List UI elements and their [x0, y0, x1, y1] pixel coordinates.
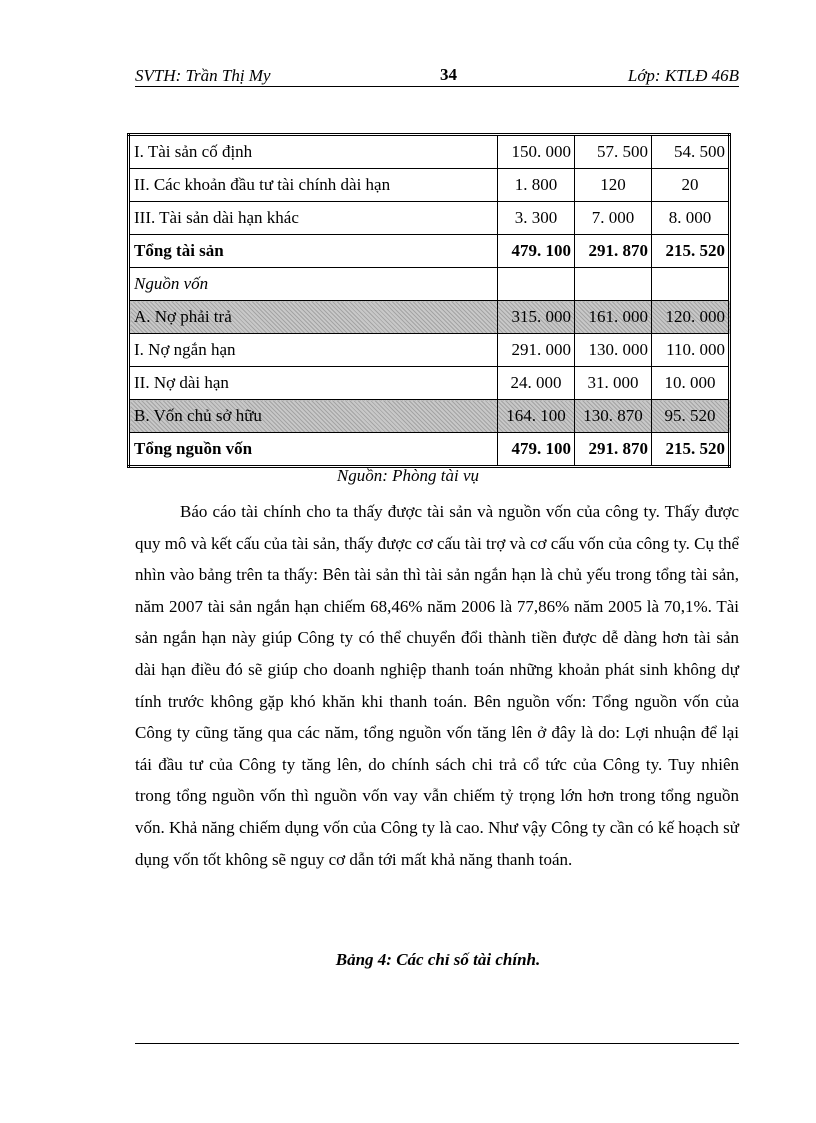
row-value-1: 479. 100: [498, 235, 575, 268]
row-value-2: 130. 000: [575, 334, 652, 367]
row-label: Tổng nguồn vốn: [129, 433, 498, 467]
row-value-2: 31. 000: [575, 367, 652, 400]
row-value-1: 150. 000: [498, 135, 575, 169]
row-value-2: 130. 870: [575, 400, 652, 433]
table-row: [129, 334, 730, 367]
row-value-3: 54. 500: [652, 135, 730, 169]
page-header: [135, 64, 739, 87]
row-value-2: 57. 500: [575, 135, 652, 169]
row-value-1: [498, 268, 575, 301]
row-value-3: 8. 000: [652, 202, 730, 235]
row-label: II. Nợ dài hạn: [129, 367, 498, 400]
table-row: [129, 400, 730, 433]
table-row: [129, 202, 730, 235]
student-name: SVTH: Trần Thị My: [135, 66, 271, 85]
table-row: [129, 268, 730, 301]
class-label: Lớp: KTLĐ 46B: [627, 66, 739, 85]
row-value-2: 291. 870: [575, 433, 652, 467]
row-value-2: 291. 870: [575, 235, 652, 268]
row-value-2: 7. 000: [575, 202, 652, 235]
row-value-3: 215. 520: [652, 433, 730, 467]
row-value-1: 479. 100: [498, 433, 575, 467]
row-value-3: 110. 000: [652, 334, 730, 367]
table-row: [129, 367, 730, 400]
table-row: [129, 135, 730, 169]
page-number: 34: [440, 65, 457, 84]
table-row: [129, 169, 730, 202]
row-label: III. Tài sản dài hạn khác: [129, 202, 498, 235]
table-source: Nguồn: Phòng tài vụ: [336, 466, 480, 485]
table-row: [129, 235, 730, 268]
row-value-3: [652, 268, 730, 301]
row-label: II. Các khoản đầu tư tài chính dài hạn: [129, 169, 498, 202]
row-label: Nguồn vốn: [129, 268, 498, 301]
table-caption: Bảng 4: Các chỉ số tài chính.: [335, 950, 541, 969]
row-value-3: 10. 000: [652, 367, 730, 400]
row-value-3: 20: [652, 169, 730, 202]
row-value-2: 120: [575, 169, 652, 202]
row-label: I. Nợ ngắn hạn: [129, 334, 498, 367]
row-value-3: 95. 520: [652, 400, 730, 433]
row-value-1: 3. 300: [498, 202, 575, 235]
row-value-1: 1. 800: [498, 169, 575, 202]
table-row: [129, 301, 730, 334]
row-label: A. Nợ phải trả: [129, 301, 498, 334]
row-value-1: 24. 000: [498, 367, 575, 400]
row-value-1: 164. 100: [498, 400, 575, 433]
row-label: I. Tài sản cố định: [129, 135, 498, 169]
row-value-2: [575, 268, 652, 301]
balance-sheet-table: [127, 133, 731, 468]
row-value-1: 291. 000: [498, 334, 575, 367]
body-paragraph: Báo cáo tài chính cho ta thấy được tài sản và nguồn vốn của công ty. Thấy được quy mô và kết cấu của tài sản, thấy được cơ cấu tài trợ và cơ cấu vốn của công ty. Cụ thể nhìn vào bảng trên ta thấy: Bên tài sản thì tài sản ngắn hạn là chủ yếu trong tổng tài sản, năm 2007 tài sản ngắn hạn chiếm 68,46% năm 2006 là 77,86% năm 2005 là 70,1%. Tài sản ngắn hạn này giúp Công ty có thể chuyển đổi thành tiền được dễ dàng hơn tài sản dài hạn điều đó sẽ giúp cho doanh nghiệp thanh toán những khoản phát sinh không dự tính trước không gặp khó khăn khi thanh toán. Bên nguồn vốn: Tổng nguồn vốn của Công ty cũng tăng qua các năm, tổng nguồn vốn tăng lên ở đây là do: Lợi nhuận để lại tái đầu tư của Công ty tăng lên, do chính sách chi trả cổ tức của Công ty. Tuy nhiên trong tổng nguồn vốn thì nguồn vốn vay vẫn chiếm tỷ trọng lớn hơn trong tổng nguồn vốn. Khả năng chiếm dụng vốn của Công ty là cao. Như vậy Công ty cần có kế hoạch sử dụng vốn tốt không sẽ nguy cơ dẫn tới mất khả năng thanh toán.: [135, 502, 739, 869]
row-label: B. Vốn chủ sở hữu: [129, 400, 498, 433]
row-label: Tổng tài sản: [129, 235, 498, 268]
table-row: [129, 433, 730, 467]
row-value-2: 161. 000: [575, 301, 652, 334]
footer-rule: [135, 1043, 739, 1044]
row-value-3: 215. 520: [652, 235, 730, 268]
row-value-1: 315. 000: [498, 301, 575, 334]
row-value-3: 120. 000: [652, 301, 730, 334]
